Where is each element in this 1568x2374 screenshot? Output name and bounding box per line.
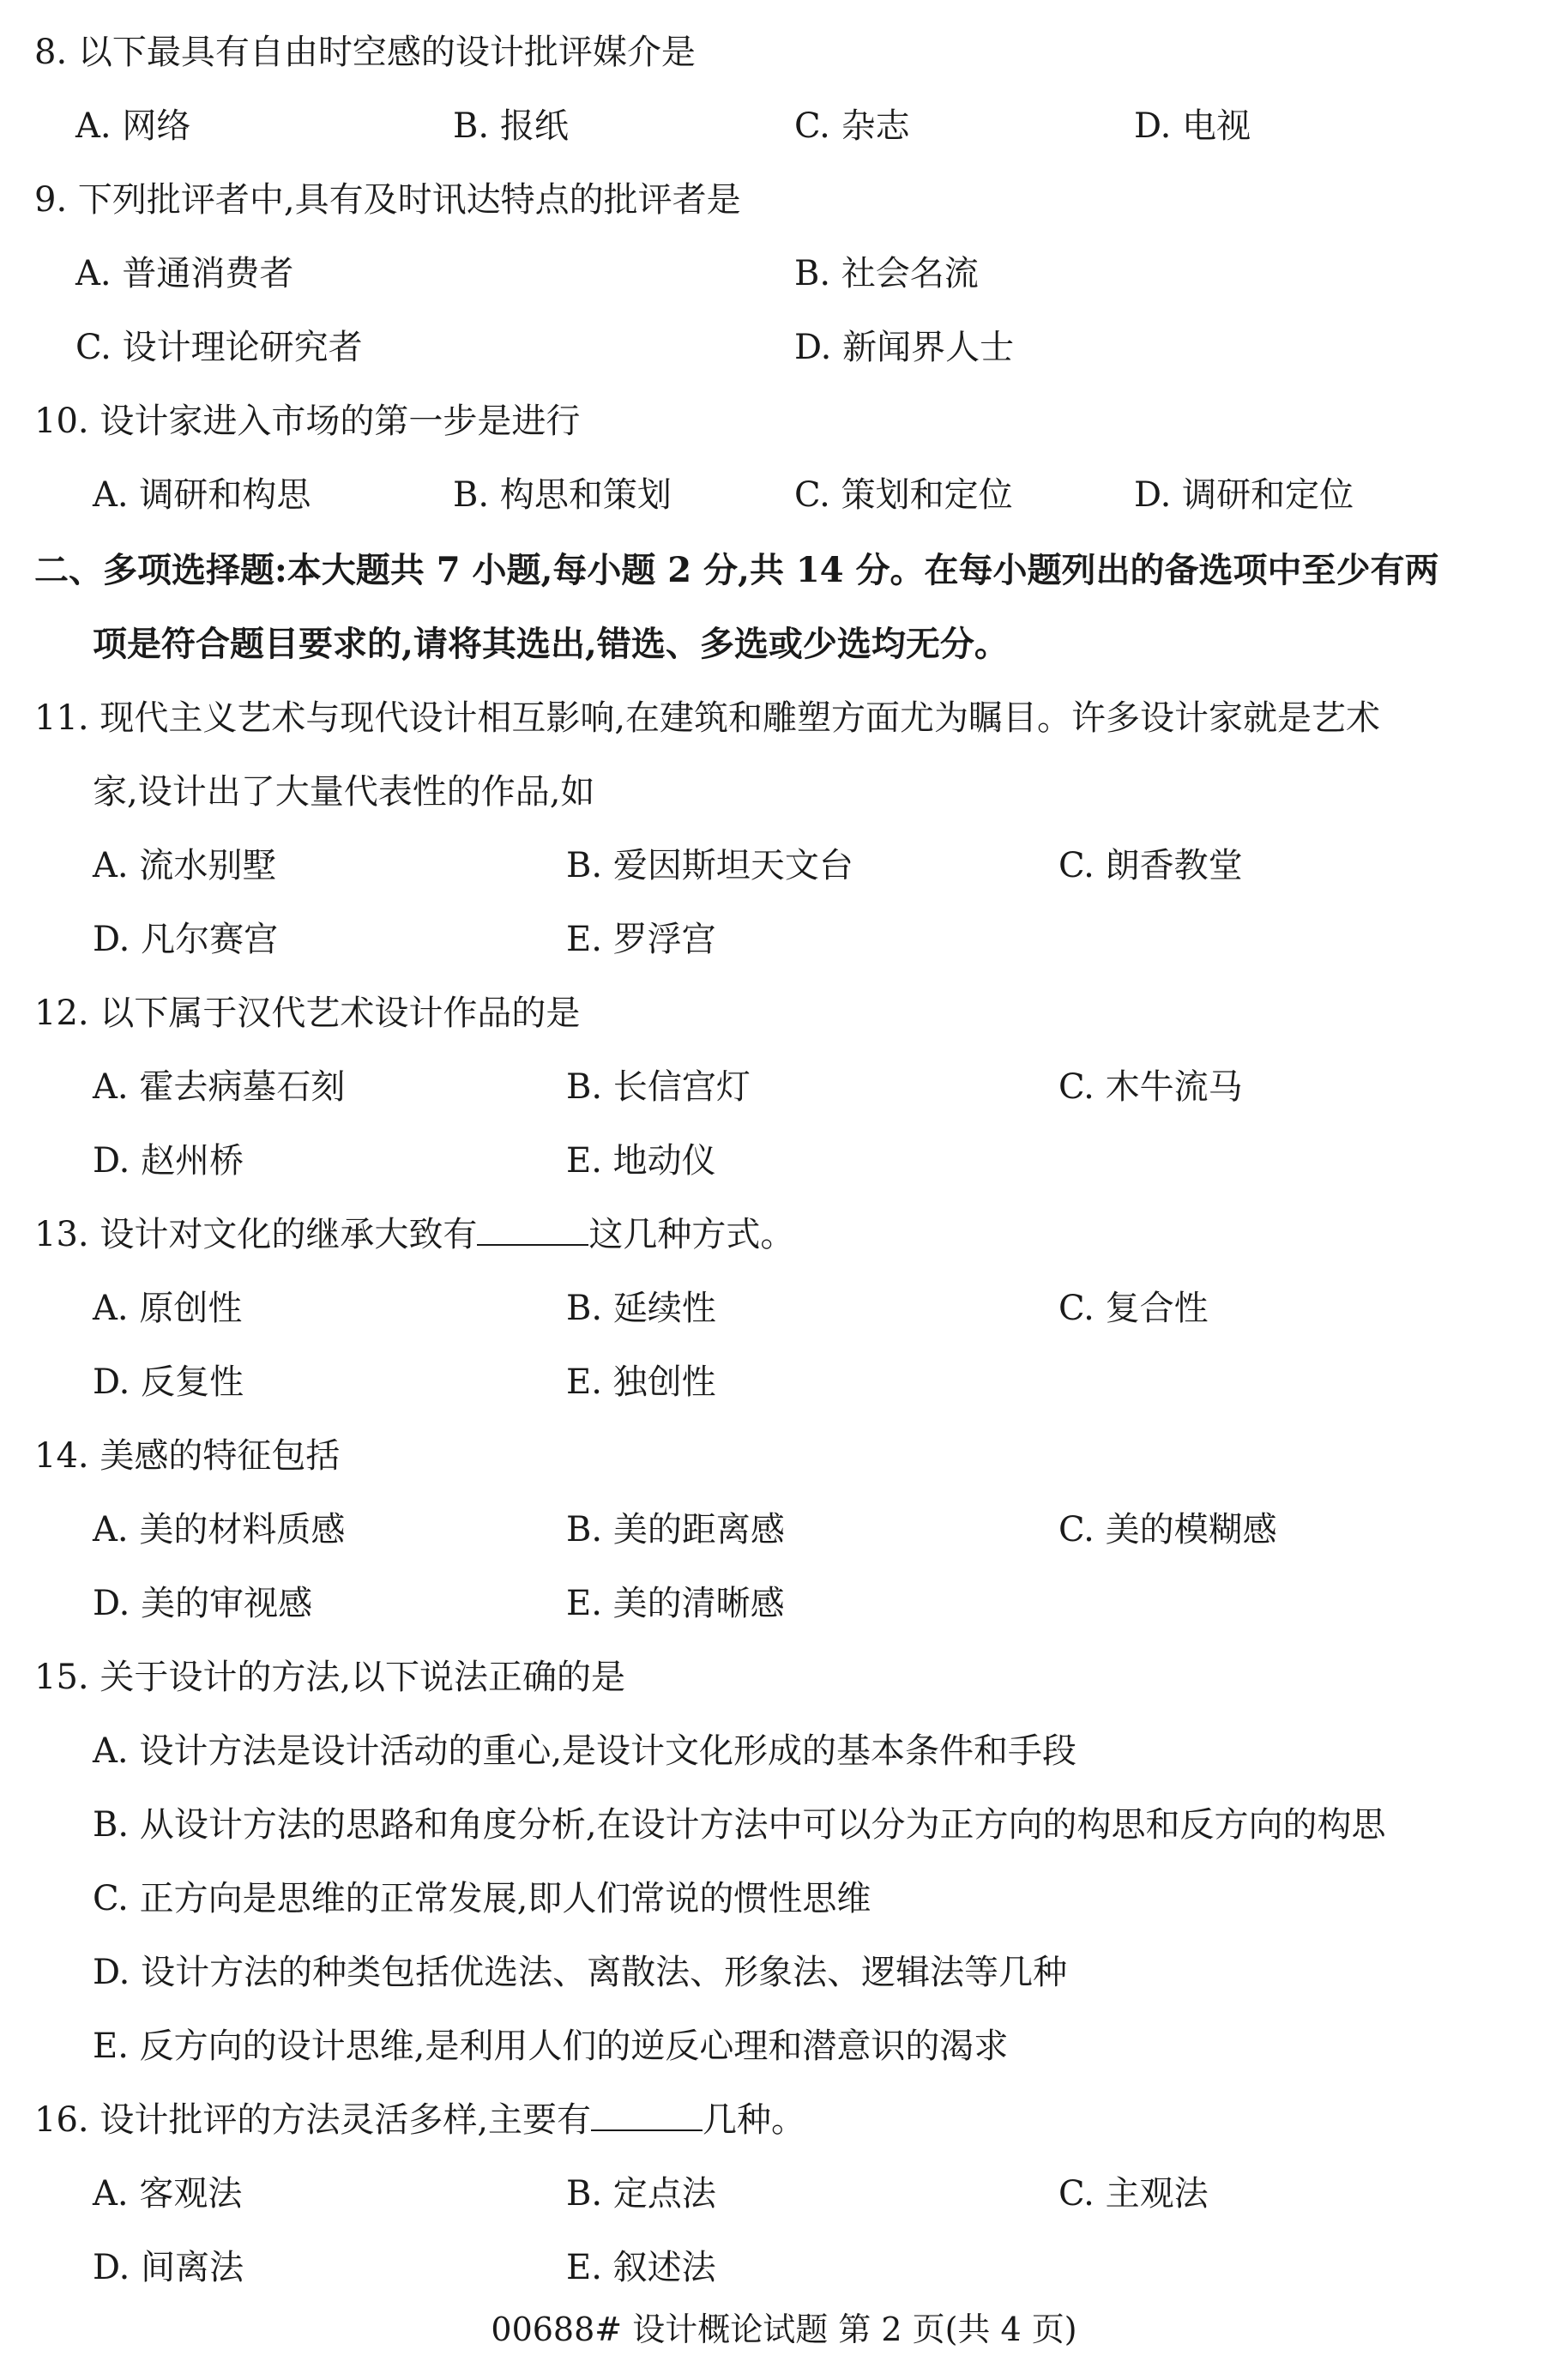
question-8-option-d: D. 电视 bbox=[1134, 106, 1251, 146]
question-11-option-c: C. 朗香教堂 bbox=[1058, 846, 1243, 885]
question-15-option-c: C. 正方向是思维的正常发展,即人们常说的惯性思维 bbox=[93, 1879, 871, 1918]
question-16-option-e: E. 叙述法 bbox=[566, 2248, 716, 2287]
question-12-option-e: E. 地动仪 bbox=[566, 1141, 716, 1181]
question-9-option-a: A. 普通消费者 bbox=[75, 254, 294, 293]
question-9-option-d: D. 新闻界人士 bbox=[794, 328, 1015, 367]
question-12-option-a: A. 霍去病墓石刻 bbox=[93, 1067, 346, 1107]
question-16-option-a: A. 客观法 bbox=[93, 2174, 243, 2214]
question-9-option-c: C. 设计理论研究者 bbox=[75, 328, 363, 367]
question-13-stem-after: 这几种方式。 bbox=[588, 1215, 795, 1254]
question-14-option-d: D. 美的审视感 bbox=[93, 1584, 313, 1623]
answer-blank bbox=[477, 1215, 588, 1246]
question-9-option-b: B. 社会名流 bbox=[794, 254, 979, 293]
question-16-stem-before: 16. 设计批评的方法灵活多样,主要有 bbox=[34, 2100, 592, 2140]
question-11-option-e: E. 罗浮宫 bbox=[566, 920, 716, 959]
section-2-instructions-line-2: 项是符合题目要求的,请将其选出,错选、多选或少选均无分。 bbox=[93, 624, 1009, 664]
question-10-stem: 10. 设计家进入市场的第一步是进行 bbox=[34, 402, 581, 441]
question-10-option-b: B. 构思和策划 bbox=[453, 475, 672, 515]
question-14-option-c: C. 美的模糊感 bbox=[1058, 1510, 1277, 1549]
question-16-option-d: D. 间离法 bbox=[93, 2248, 244, 2287]
question-16-option-c: C. 主观法 bbox=[1058, 2174, 1209, 2214]
question-15-option-a: A. 设计方法是设计活动的重心,是设计文化形成的基本条件和手段 bbox=[93, 1731, 1077, 1771]
question-15-option-b: B. 从设计方法的思路和角度分析,在设计方法中可以分为正方向的构思和反方向的构思 bbox=[93, 1805, 1386, 1845]
question-13-option-d: D. 反复性 bbox=[93, 1362, 244, 1402]
question-13-stem bbox=[34, 1213, 794, 1256]
question-16-stem bbox=[34, 2099, 805, 2141]
question-13-option-a: A. 原创性 bbox=[93, 1289, 243, 1328]
question-12-option-c: C. 木牛流马 bbox=[1058, 1067, 1243, 1107]
question-11-option-a: A. 流水别墅 bbox=[93, 846, 277, 885]
question-12-option-d: D. 赵州桥 bbox=[93, 1141, 244, 1181]
question-15-option-d: D. 设计方法的种类包括优选法、离散法、形象法、逻辑法等几种 bbox=[93, 1953, 1068, 1992]
question-13-option-e: E. 独创性 bbox=[566, 1362, 716, 1402]
question-9-stem: 9. 下列批评者中,具有及时讯达特点的批评者是 bbox=[34, 180, 741, 220]
question-11-option-d: D. 凡尔赛宫 bbox=[93, 920, 279, 959]
question-12-option-b: B. 长信宫灯 bbox=[566, 1067, 751, 1107]
page-footer: 00688# 设计概论试题 第 2 页(共 4 页) bbox=[491, 2311, 1077, 2348]
question-8-option-a: A. 网络 bbox=[75, 106, 191, 146]
question-15-option-e: E. 反方向的设计思维,是利用人们的逆反心理和潜意识的渴求 bbox=[93, 2027, 1009, 2066]
question-16-option-b: B. 定点法 bbox=[566, 2174, 716, 2214]
question-11-option-b: B. 爱因斯坦天文台 bbox=[566, 846, 853, 885]
question-13-option-b: B. 延续性 bbox=[566, 1289, 716, 1328]
section-2-instructions-line-1: 二、多项选择题:本大题共 7 小题,每小题 2 分,共 14 分。在每小题列出的备选项中至少有两 bbox=[34, 550, 1439, 590]
question-10-option-a: A. 调研和构思 bbox=[93, 475, 311, 515]
question-13-stem-before: 13. 设计对文化的继承大致有 bbox=[34, 1215, 478, 1254]
question-16-stem-after: 几种。 bbox=[703, 2100, 806, 2140]
question-8-option-b: B. 报纸 bbox=[453, 106, 569, 146]
question-14-option-e: E. 美的清晰感 bbox=[566, 1584, 785, 1623]
question-14-stem: 14. 美感的特征包括 bbox=[34, 1436, 341, 1476]
question-14-option-a: A. 美的材料质感 bbox=[93, 1510, 346, 1549]
question-10-option-d: D. 调研和定位 bbox=[1134, 475, 1354, 515]
question-14-option-b: B. 美的距离感 bbox=[566, 1510, 785, 1549]
question-8-option-c: C. 杂志 bbox=[794, 106, 910, 146]
question-11-stem-line-1: 11. 现代主义艺术与现代设计相互影响,在建筑和雕塑方面尤为瞩目。许多设计家就是艺术 bbox=[34, 698, 1381, 738]
question-12-stem: 12. 以下属于汉代艺术设计作品的是 bbox=[34, 994, 581, 1033]
question-15-stem: 15. 关于设计的方法,以下说法正确的是 bbox=[34, 1658, 626, 1697]
question-10-option-c: C. 策划和定位 bbox=[794, 475, 1013, 515]
question-8-stem: 8. 以下最具有自由时空感的设计批评媒介是 bbox=[34, 33, 696, 72]
question-13-option-c: C. 复合性 bbox=[1058, 1289, 1209, 1328]
answer-blank bbox=[591, 2100, 703, 2131]
question-11-stem-line-2: 家,设计出了大量代表性的作品,如 bbox=[93, 772, 595, 812]
